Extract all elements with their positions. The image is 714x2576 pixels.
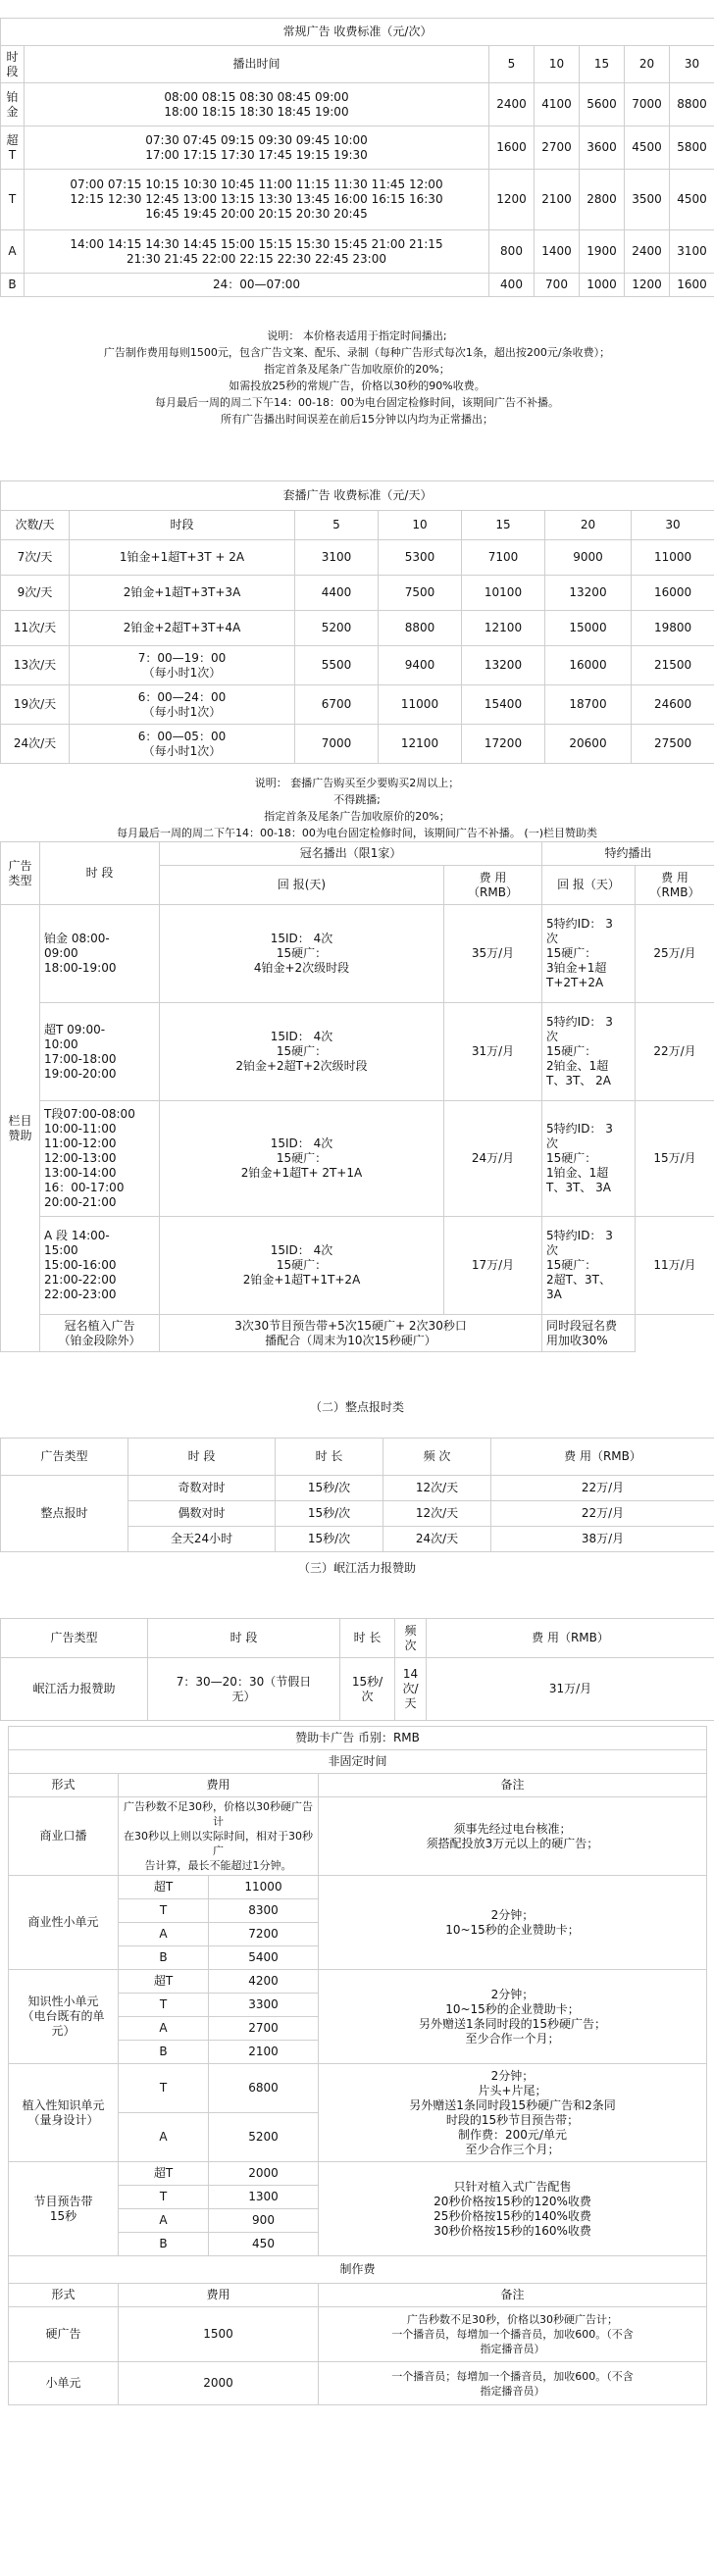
col-header: 播出时间 (25, 46, 489, 83)
price-cell: 12100 (379, 725, 462, 764)
price-cell: 5300 (379, 540, 462, 576)
col-header: 频 次 (383, 1439, 491, 1476)
table-row (9, 2307, 707, 2362)
length-cell: 15秒/次 (276, 1501, 383, 1527)
segment-cell: 1铂金+1超T+3T + 2A (70, 540, 295, 576)
length-cell: 15秒/次 (276, 1527, 383, 1552)
segment-cell: 超T (119, 2162, 209, 2186)
col-header: 频 次 (395, 1619, 427, 1658)
col-header: 广告 类型 (1, 842, 40, 905)
section-caption: （二）整点报时类 (309, 1400, 404, 1414)
segment-cell: B (1, 274, 25, 297)
price-cell: 4500 (670, 170, 714, 230)
col-header: 费 用（RMB） (427, 1619, 714, 1658)
note-cell: 2分钟； 片头+片尾； 另外赠送1条同时段15秒硬广告和2条同 时段的15秒节目预告带； 制作费：200元/单元 至少合作三个月； (319, 2064, 707, 2162)
fee-cell: 2100 (209, 2041, 319, 2064)
price-cell: 1600 (489, 126, 535, 170)
note-cell: 2分钟； 10~15秒的企业赞助卡； 另外赠送1条同时段的15秒硬广告； 至少合作一个月； (319, 1970, 707, 2064)
segment-cell: 6：00—05：00 （每小时1次） (70, 725, 295, 764)
price-cell: 3100 (295, 540, 379, 576)
form-cell: 商业性小单元 (9, 1876, 119, 1970)
table-row (1, 170, 714, 230)
col-header: 30 (632, 511, 714, 540)
return-cell: 5特约ID： 3 次 15硬广： 2超T、3T、 3A (542, 1217, 636, 1315)
col-header: 时 长 (276, 1439, 383, 1476)
table-row (1, 540, 714, 576)
ad-type-cell: 岷江活力报赞助 (1, 1658, 148, 1721)
fee-cell: 3300 (209, 1994, 319, 2017)
table-row (1, 230, 714, 274)
regular-ad-title: 常规广告 收费标准（元/次） (1, 19, 714, 46)
col-header: 20 (625, 46, 670, 83)
price-cell: 9400 (379, 646, 462, 685)
table-row (1, 611, 714, 646)
segment-cell: 铂金 08:00- 09:00 18:00-19:00 (40, 905, 160, 1003)
col-header: 回 报（天） (542, 866, 636, 905)
price-cell: 17200 (462, 725, 545, 764)
price-cell: 400 (489, 274, 535, 297)
col-header: 时段 (70, 511, 295, 540)
segment-cell: A (119, 1923, 209, 1946)
length-cell: 15秒/次 (276, 1476, 383, 1501)
fee-cell: 2000 (119, 2362, 319, 2405)
col-header: 费 用 （RMB） (444, 866, 542, 905)
price-cell: 2100 (535, 170, 580, 230)
price-cell: 10100 (462, 576, 545, 611)
segment-cell: T (1, 170, 25, 230)
col-header: 广告类型 (1, 1439, 128, 1476)
segment-cell: T (119, 2186, 209, 2209)
table-row (1, 83, 714, 126)
price-cell: 7000 (295, 725, 379, 764)
col-header: 时段 (1, 46, 25, 83)
segment-cell: 超T 09:00- 10:00 17:00-18:00 19:00-20:00 (40, 1003, 160, 1101)
price-cell: 7500 (379, 576, 462, 611)
price-cell: 15000 (545, 611, 632, 646)
fee-cell: 1300 (209, 2186, 319, 2209)
section-caption: （三）岷江活力报赞助 (297, 1561, 416, 1575)
frequency-cell: 12次/天 (383, 1476, 491, 1501)
col-header: 备注 (319, 1774, 707, 1797)
fee-cell: 24万/月 (444, 1101, 542, 1217)
col-header: 广告类型 (1, 1619, 148, 1658)
price-cell: 1200 (489, 170, 535, 230)
col-header: 时 段 (148, 1619, 340, 1658)
frequency-cell: 24次/天 (383, 1527, 491, 1552)
time-signal-table (0, 1438, 714, 1552)
title-implant-detail: 3次30节目预告带+5次15硬广+ 2次30秒口 播配合（周末为10次15秒硬广） (160, 1315, 542, 1352)
return-cell: 5特约ID： 3 次 15硬广： 3铂金+1超 T+2T+2A (542, 905, 636, 1003)
return-cell: 15ID： 4次 15硬广： 2铂金+2超T+2次级时段 (160, 1003, 444, 1101)
segment-cell: 奇数对时 (128, 1476, 276, 1501)
col-header: 特约播出 (542, 842, 714, 866)
price-cell: 5600 (580, 83, 625, 126)
segment-cell: A (119, 2113, 209, 2162)
fee-cell: 1500 (119, 2307, 319, 2362)
table-row (1, 1217, 714, 1315)
form-cell: 植入性知识单元 （量身设计） (9, 2064, 119, 2162)
count-cell: 13次/天 (1, 646, 70, 685)
table-row (1, 685, 714, 725)
segment-cell: 6：00—24：00 （每小时1次） (70, 685, 295, 725)
table-row (1, 1315, 714, 1352)
table-row (1, 725, 714, 764)
price-cell: 1200 (625, 274, 670, 297)
price-cell: 800 (489, 230, 535, 274)
segment-cell: 超T (119, 1970, 209, 1994)
price-cell: 8800 (670, 83, 714, 126)
price-cell: 18700 (545, 685, 632, 725)
col-header: 5 (489, 46, 535, 83)
price-cell: 4500 (625, 126, 670, 170)
segment-cell: A (1, 230, 25, 274)
col-header: 费 用 （RMB） (636, 866, 714, 905)
form-cell: 商业口播 (9, 1797, 119, 1876)
price-cell: 700 (535, 274, 580, 297)
segment-cell: T (119, 1899, 209, 1923)
fee-cell: 25万/月 (636, 905, 714, 1003)
return-cell: 15ID： 4次 15硬广： 2铂金+1超T+ 2T+1A (160, 1101, 444, 1217)
col-header: 回 报(天) (160, 866, 444, 905)
table-row (9, 1797, 707, 1876)
price-cell: 15400 (462, 685, 545, 725)
price-cell: 7100 (462, 540, 545, 576)
col-header: 时 段 (128, 1439, 276, 1476)
table-row (9, 2162, 707, 2186)
fee-cell: 5400 (209, 1946, 319, 1970)
count-cell: 24次/天 (1, 725, 70, 764)
price-cell: 21500 (632, 646, 714, 685)
fee-cell: 5200 (209, 2113, 319, 2162)
price-cell: 11000 (632, 540, 714, 576)
ad-type-cell: 整点报时 (1, 1476, 128, 1552)
price-cell: 3600 (580, 126, 625, 170)
title-implant-cell: 冠名植入广告 （铂金段除外） (40, 1315, 160, 1352)
table-row (1, 646, 714, 685)
col-header: 10 (379, 511, 462, 540)
table-row (1, 1476, 714, 1501)
time-cell: 07:30 07:45 09:15 09:30 09:45 10:00 17:00 17:15 17:30 17:45 19:15 19:30 (25, 126, 489, 170)
price-cell: 6700 (295, 685, 379, 725)
col-header: 10 (535, 46, 580, 83)
col-header: 形式 (9, 1774, 119, 1797)
ad-type-cell: 栏目 赞助 (1, 905, 40, 1352)
vitality-sponsor-table (0, 1618, 714, 1721)
price-cell: 3100 (670, 230, 714, 274)
time-cell: 14:00 14:15 14:30 14:45 15:00 15:15 15:30 15:45 21:00 21:15 21:30 21:45 22:00 22:15 22:30 22:45 23:00 (25, 230, 489, 274)
price-cell: 8800 (379, 611, 462, 646)
form-cell: 节目预告带 15秒 (9, 2162, 119, 2256)
fee-cell: 4200 (209, 1970, 319, 1994)
price-cell: 11000 (379, 685, 462, 725)
fee-cell: 2700 (209, 2017, 319, 2041)
count-cell: 19次/天 (1, 685, 70, 725)
segment-cell: 铂金 (1, 83, 25, 126)
table-row (1, 1658, 714, 1721)
return-cell: 5特约ID： 3 次 15硬广： 1铂金、1超 T、3T、 3A (542, 1101, 636, 1217)
fee-cell: 22万/月 (491, 1501, 714, 1527)
sponsor-card-title: 赞助卡广告 币别：RMB (9, 1727, 707, 1750)
price-cell: 16000 (545, 646, 632, 685)
table-row (1, 1003, 714, 1101)
length-cell: 15秒/ 次 (340, 1658, 395, 1721)
price-cell: 5800 (670, 126, 714, 170)
time-cell: 24：00—07:00 (25, 274, 489, 297)
col-header: 15 (462, 511, 545, 540)
price-cell: 13200 (462, 646, 545, 685)
time-cell: 08:00 08:15 08:30 08:45 09:00 18:00 18:15 18:30 18:45 19:00 (25, 83, 489, 126)
price-cell: 3500 (625, 170, 670, 230)
form-cell: 硬广告 (9, 2307, 119, 2362)
note-cell: 一个播音员；每增加一个播音员，加收600。（不含 指定播音员） (319, 2362, 707, 2405)
fee-cell: 22万/月 (491, 1476, 714, 1501)
fee-cell: 11万/月 (636, 1217, 714, 1315)
segment-cell: 7：00—19：00 （每小时1次） (70, 646, 295, 685)
col-header: 次数/天 (1, 511, 70, 540)
return-cell: 5特约ID： 3 次 15硬广： 2铂金、1超 T、3T、 2A (542, 1003, 636, 1101)
package-ad-title: 套播广告 收费标准（元/天） (1, 481, 714, 511)
segment-cell: A 段 14:00- 15:00 15:00-16:00 21:00-22:00 22:00-23:00 (40, 1217, 160, 1315)
segment-cell: 全天24小时 (128, 1527, 276, 1552)
sponsor-card-table (8, 1726, 707, 2405)
price-cell: 2400 (489, 83, 535, 126)
price-cell: 1900 (580, 230, 625, 274)
price-cell: 27500 (632, 725, 714, 764)
regular-ad-notes: 说明： 本价格表适用于指定时间播出; 广告制作费用每则1500元，包含广告文案、配乐、录制（每种广告形式每次1条，超出按200元/条收费）； 指定首条及尾条广告加收原价的20%； 如需投放25秒的常规广告，价格以30秒的90%收费。 每月最后一周的周二下午14：00-18：00为电台固定检修时间，该期间广告不补播。 所有广告播出时间误差在前后15分钟以内均为正常播出； (103, 329, 611, 426)
count-cell: 7次/天 (1, 540, 70, 576)
segment-cell: 超T (1, 126, 25, 170)
segment-cell: T (119, 1994, 209, 2017)
segment-cell: B (119, 2041, 209, 2064)
segment-cell: 7：30—20：30（节假日 无） (148, 1658, 340, 1721)
fee-cell: 2000 (209, 2162, 319, 2186)
price-cell: 1400 (535, 230, 580, 274)
price-cell: 16000 (632, 576, 714, 611)
sponsor-card-subtitle: 非固定时间 (9, 1750, 707, 1774)
col-header: 时 段 (40, 842, 160, 905)
segment-cell: 超T (119, 1876, 209, 1899)
form-cell: 知识性小单元 （电台既有的单 元） (9, 1970, 119, 2064)
table-row (9, 2362, 707, 2405)
price-cell: 5200 (295, 611, 379, 646)
fee-cell: 11000 (209, 1876, 319, 1899)
segment-cell: T (119, 2064, 209, 2113)
table-row (1, 126, 714, 170)
table-row (1, 576, 714, 611)
col-header: 20 (545, 511, 632, 540)
table-row (1, 274, 714, 297)
fee-cell: 31万/月 (444, 1003, 542, 1101)
segment-cell: 2铂金+1超T+3T+3A (70, 576, 295, 611)
price-cell: 9000 (545, 540, 632, 576)
package-ad-notes: 说明： 套播广告购买至少要购买2周以上； 不得跳播; 指定首条及尾条广告加收原价的20%； 每月最后一周的周二下午14：00-18：00为电台固定检修时间，该期间广告不补播。 (一)栏目赞助类 (116, 777, 598, 839)
return-cell: 15ID： 4次 15硬广： 2铂金+1超T+1T+2A (160, 1217, 444, 1315)
price-cell: 13200 (545, 576, 632, 611)
price-cell: 19800 (632, 611, 714, 646)
note-cell: 须事先经过电台核准； 须搭配投放3万元以上的硬广告； (319, 1797, 707, 1876)
segment-cell: B (119, 1946, 209, 1970)
title-implant-fee: 同时段冠名费 用加收30% (542, 1315, 636, 1352)
price-cell: 2800 (580, 170, 625, 230)
segment-cell: B (119, 2233, 209, 2256)
segment-cell: A (119, 2017, 209, 2041)
price-cell: 24600 (632, 685, 714, 725)
production-title: 制作费 (9, 2256, 707, 2284)
count-cell: 11次/天 (1, 611, 70, 646)
col-header: 备注 (319, 2284, 707, 2307)
return-cell: 15ID： 4次 15硬广： 4铂金+2次级时段 (160, 905, 444, 1003)
segment-cell: T段07:00-08:00 10:00-11:00 11:00-12:00 12:00-13:00 13:00-14:00 16：00-17:00 20:00-21:00 (40, 1101, 160, 1217)
time-cell: 07:00 07:15 10:15 10:30 10:45 11:00 11:15 11:30 11:45 12:00 12:15 12:30 12:45 13:00 13:15 13:30 13:45 16:00 16:15 16:30 16:45 19:45 20:00 20:15 20:30 20:45 (25, 170, 489, 230)
col-header: 费用 (119, 1774, 319, 1797)
price-cell: 1600 (670, 274, 714, 297)
table-row (9, 1970, 707, 1994)
frequency-cell: 12次/天 (383, 1501, 491, 1527)
fee-cell: 7200 (209, 1923, 319, 1946)
col-header: 费用 (119, 2284, 319, 2307)
price-cell: 4400 (295, 576, 379, 611)
table-row (9, 1876, 707, 1899)
fee-cell: 35万/月 (444, 905, 542, 1003)
price-cell: 4100 (535, 83, 580, 126)
segment-cell: 2铂金+2超T+3T+4A (70, 611, 295, 646)
fee-cell: 17万/月 (444, 1217, 542, 1315)
program-sponsor-table (0, 841, 714, 1352)
fee-cell: 15万/月 (636, 1101, 714, 1217)
note-cell: 2分钟； 10~15秒的企业赞助卡； (319, 1876, 707, 1970)
fee-cell: 广告秒数不足30秒，价格以30秒硬广告计 在30秒以上则以实际时间，相对于30秒广 告计算，最长不能超过1分钟。 (119, 1797, 319, 1876)
form-cell: 小单元 (9, 2362, 119, 2405)
col-header: 冠名播出（限1家） (160, 842, 542, 866)
price-cell: 5500 (295, 646, 379, 685)
count-cell: 9次/天 (1, 576, 70, 611)
table-row (1, 905, 714, 1003)
col-header: 费 用（RMB） (491, 1439, 714, 1476)
table-row (1, 1101, 714, 1217)
col-header: 时 长 (340, 1619, 395, 1658)
col-header: 形式 (9, 2284, 119, 2307)
segment-cell: 偶数对时 (128, 1501, 276, 1527)
price-cell: 20600 (545, 725, 632, 764)
price-cell: 2400 (625, 230, 670, 274)
regular-ad-table (0, 18, 714, 297)
fee-cell: 900 (209, 2209, 319, 2233)
fee-cell: 450 (209, 2233, 319, 2256)
note-cell: 广告秒数不足30秒，价格以30秒硬广告计； 一个播音员，每增加一个播音员，加收600。（不含 指定播音员） (319, 2307, 707, 2362)
col-header: 30 (670, 46, 714, 83)
col-header: 5 (295, 511, 379, 540)
fee-cell: 6800 (209, 2064, 319, 2113)
fee-cell: 38万/月 (491, 1527, 714, 1552)
fee-cell: 8300 (209, 1899, 319, 1923)
frequency-cell: 14 次/ 天 (395, 1658, 427, 1721)
fee-cell: 31万/月 (427, 1658, 714, 1721)
segment-cell: A (119, 2209, 209, 2233)
table-row (9, 2064, 707, 2113)
price-cell: 2700 (535, 126, 580, 170)
price-cell: 12100 (462, 611, 545, 646)
note-cell: 只针对植入式广告配售 20秒价格按15秒的120%收费 25秒价格按15秒的140%收费 30秒价格按15秒的160%收费 (319, 2162, 707, 2256)
col-header: 15 (580, 46, 625, 83)
package-ad-table (0, 480, 714, 764)
fee-cell: 22万/月 (636, 1003, 714, 1101)
price-cell: 1000 (580, 274, 625, 297)
price-cell: 7000 (625, 83, 670, 126)
